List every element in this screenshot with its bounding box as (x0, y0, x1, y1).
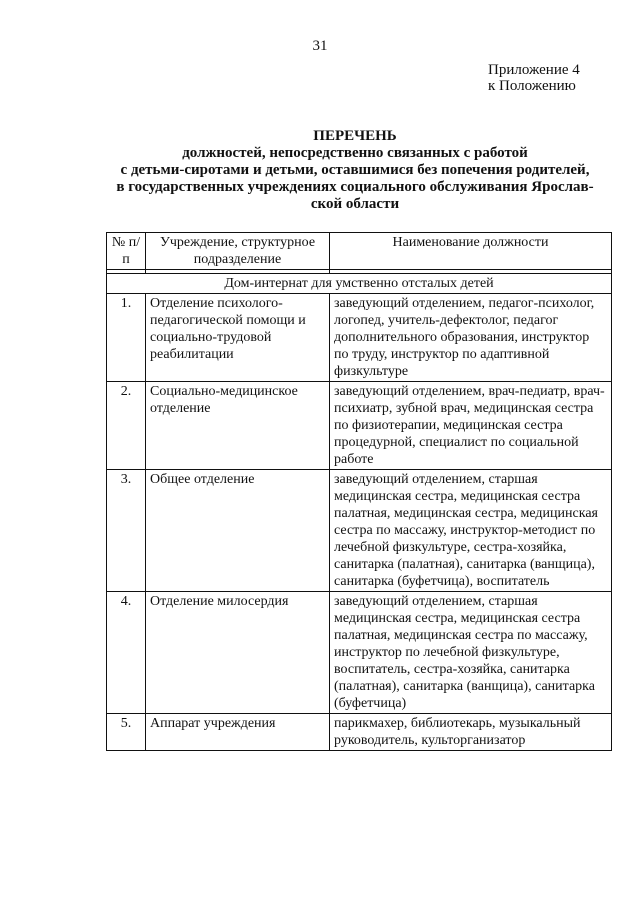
row-positions: заведующий отделением, врач-педиатр, врач-психиатр, зубной врач, медицинская сестра по физиотерапии, медицинская сестра процедурной, специалист по социальной работе (330, 382, 612, 470)
table-row (107, 470, 612, 592)
page-number: 31 (312, 38, 328, 54)
header-unit: Учреждение, структурное подразделение (146, 233, 330, 270)
title-line-2: с детьми-сиротами и детьми, оставшимися без попечения родителей, (120, 162, 590, 178)
appendix-reference (488, 62, 580, 94)
row-number: 1. (107, 294, 146, 382)
row-unit: Общее отделение (146, 470, 330, 592)
positions-table (106, 232, 612, 751)
title-line-1: должностей, непосредственно связанных с работой (182, 145, 528, 161)
table-header-row (107, 233, 612, 270)
appendix-line-1: Приложение 4 (488, 62, 580, 78)
row-number: 3. (107, 470, 146, 592)
title-line-4: ской области (310, 196, 400, 212)
table-row (107, 382, 612, 470)
row-number: 5. (107, 714, 146, 751)
row-positions: заведующий отделением, старшая медицинская сестра, медицинская сестра палатная, медицинская сестра, медицинская сестра по массажу, инструктор-методист по лечебной физкультуре, сестра-хозяйка, санитарка (палатная), санитарка (ванщица), санитарка (буфетчица), воспитатель (330, 470, 612, 592)
table-row (107, 592, 612, 714)
row-number: 2. (107, 382, 146, 470)
document-title (100, 128, 610, 213)
header-number: № п/п (107, 233, 146, 270)
row-positions: заведующий отделением, старшая медицинская сестра, медицинская сестра палатная, медицинская сестра по массажу, инструктор по лечебной физкультуре, воспитатель, сестра-хозяйка, санитарка (палатная), санитарка (ванщица), санитарка (буфетчица) (330, 592, 612, 714)
row-number: 4. (107, 592, 146, 714)
section-title: Дом-интернат для умственно отсталых детей (107, 274, 612, 294)
table-row (107, 714, 612, 751)
appendix-line-2: к Положению (488, 78, 576, 94)
table-row (107, 294, 612, 382)
title-line-3: в государственных учреждениях социального обслуживания Ярослав- (116, 179, 594, 195)
row-unit: Аппарат учреждения (146, 714, 330, 751)
row-positions: заведующий отделением, педагог-психолог, логопед, учитель-дефектолог, педагог дополнительного образования, инструктор по труду, инструктор по адаптивной физкультуре (330, 294, 612, 382)
row-unit: Отделение милосердия (146, 592, 330, 714)
row-unit: Социально-медицинское отделение (146, 382, 330, 470)
row-positions: парикмахер, библиотекарь, музыкальный руководитель, культорганизатор (330, 714, 612, 751)
header-position: Наименование должности (330, 233, 612, 270)
row-unit: Отделение психолого-педагогической помощи и социально-трудовой реабилитации (146, 294, 330, 382)
title-heading: ПЕРЕЧЕНЬ (313, 128, 397, 144)
table-section-row (107, 274, 612, 294)
